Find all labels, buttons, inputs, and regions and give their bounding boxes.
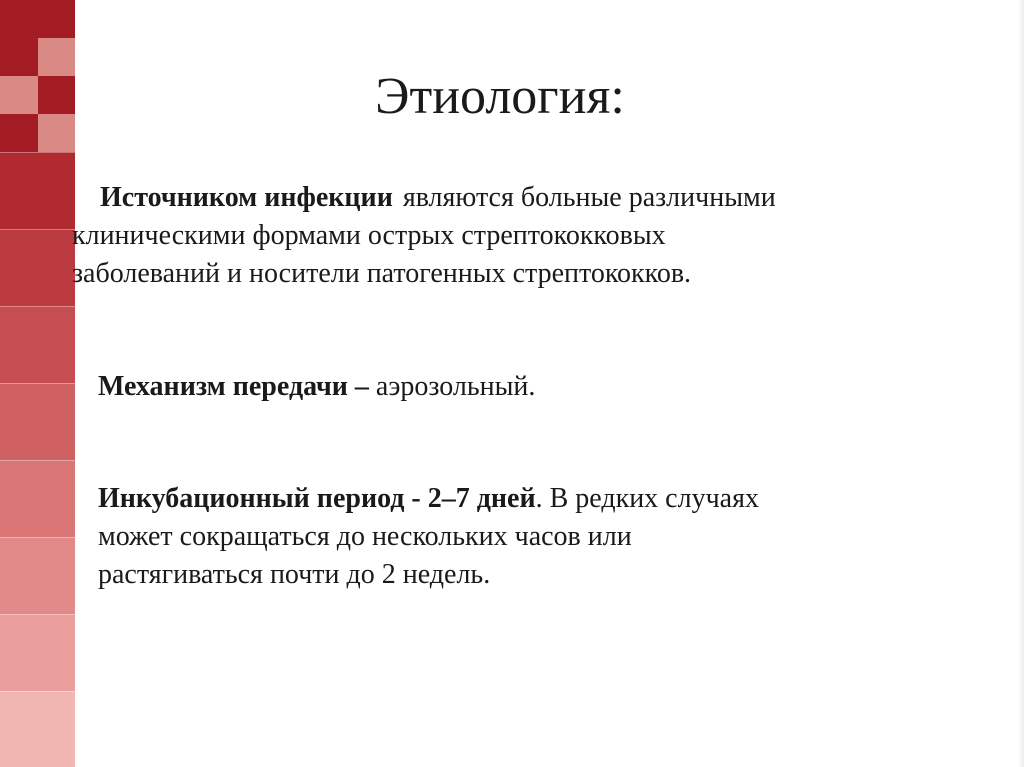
deco-square	[0, 114, 38, 152]
text-span: аэрозольный.	[368, 371, 536, 402]
paragraph-infection-source	[72, 179, 972, 293]
paragraph-line	[72, 179, 972, 217]
deco-band	[0, 306, 75, 383]
deco-band	[0, 383, 75, 460]
paragraph-incubation	[98, 480, 978, 594]
deco-square	[38, 38, 75, 76]
paragraph-transmission	[98, 368, 978, 406]
deco-square	[38, 114, 75, 152]
deco-band	[0, 152, 75, 229]
deco-square	[0, 76, 38, 114]
text-span: являются больные различными	[402, 182, 776, 213]
text-span: . В редких случаях	[535, 483, 759, 514]
deco-band	[0, 229, 75, 306]
bold-term: Источником инфекции	[100, 182, 393, 213]
paragraph-line: заболеваний и носители патогенных стрептококков.	[72, 258, 692, 289]
deco-square	[38, 0, 75, 38]
paragraph-line: может сокращаться до нескольких часов или	[98, 521, 632, 552]
right-edge-shadow	[1018, 0, 1024, 767]
slide-title: Этиология:	[375, 68, 625, 125]
bold-term: Механизм передачи –	[98, 371, 369, 402]
deco-square	[38, 76, 75, 114]
paragraph-line: клиническими формами острых стрептококковых	[72, 220, 666, 251]
bold-term: Инкубационный период - 2–7 дней	[98, 483, 536, 514]
deco-square	[0, 38, 38, 76]
decorative-left-strip	[0, 0, 80, 767]
deco-band	[0, 460, 75, 537]
deco-band	[0, 614, 75, 691]
deco-square	[0, 0, 38, 38]
paragraph-line	[98, 480, 978, 518]
deco-band	[0, 537, 75, 614]
deco-band	[0, 691, 75, 767]
paragraph-line: растягиваться почти до 2 недель.	[98, 559, 491, 590]
